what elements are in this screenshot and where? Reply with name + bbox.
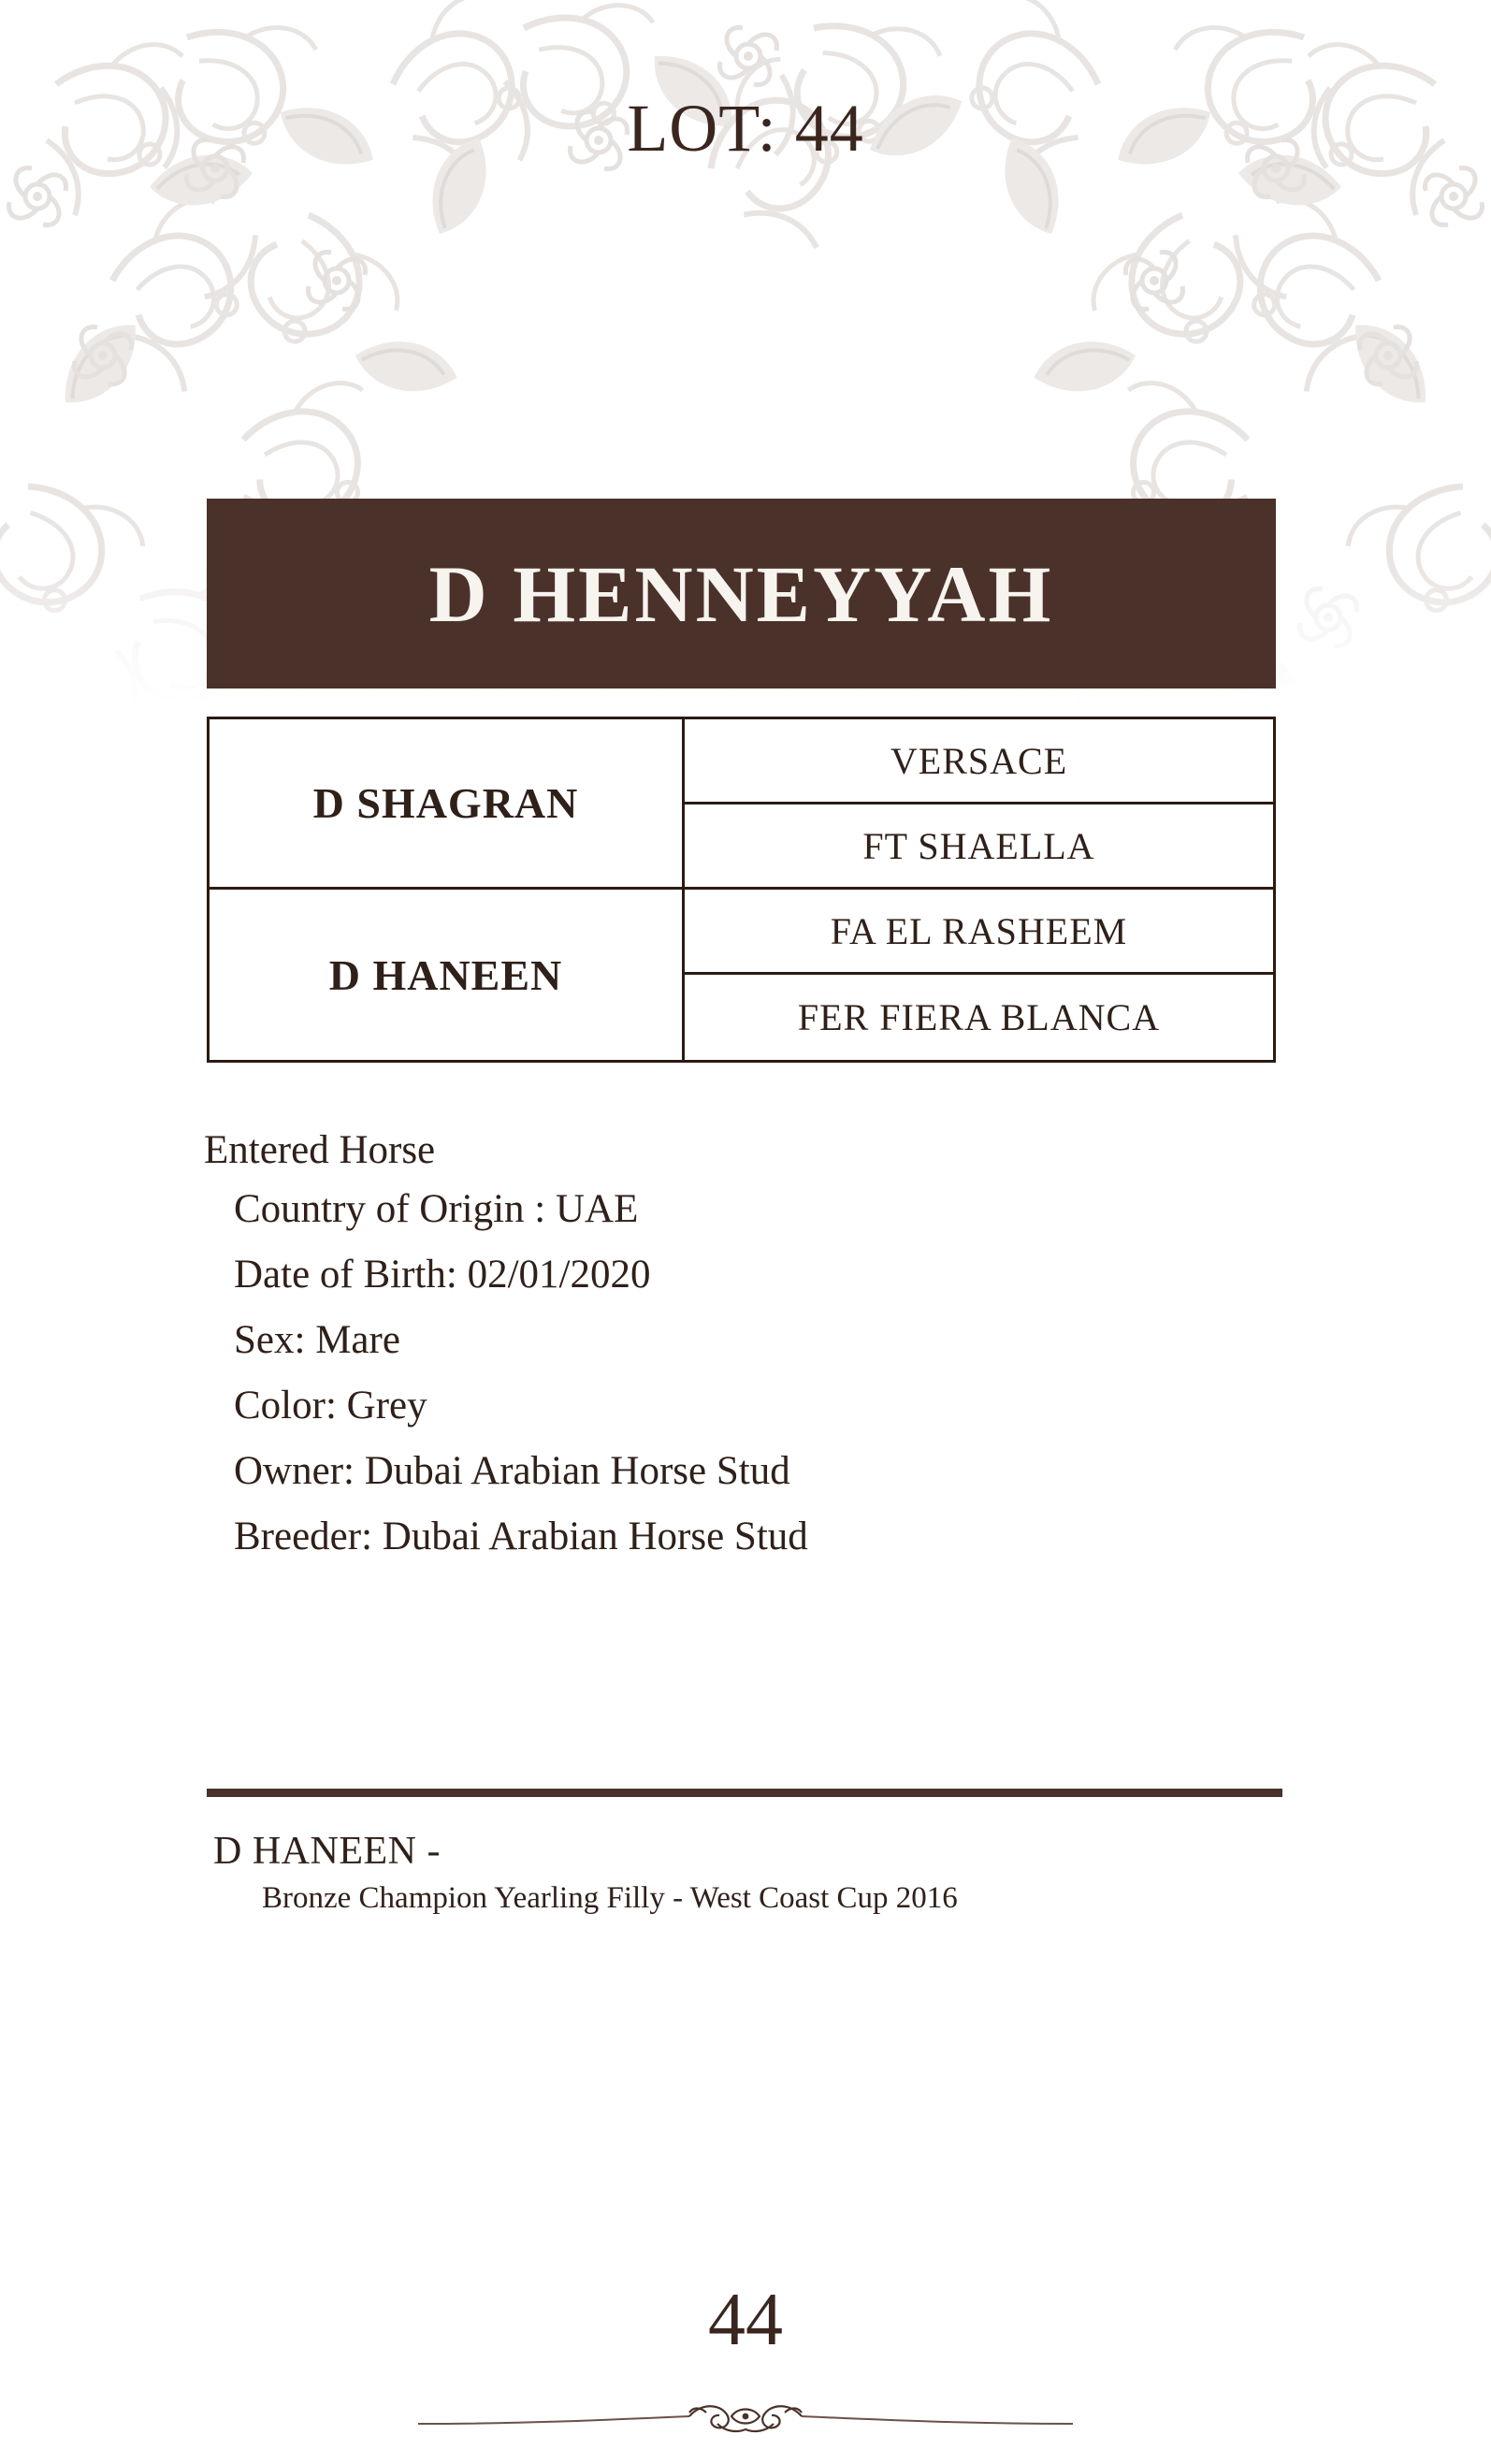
pedigree-parents-column — [210, 719, 682, 1060]
details-heading: Entered Horse — [204, 1128, 436, 1172]
pedigree-dam-dam: FER FIERA BLANCA — [797, 996, 1161, 1038]
section-divider — [207, 1789, 1282, 1797]
details-list — [204, 1186, 1308, 1559]
page-title: LOT: 44 — [627, 91, 864, 166]
award-entry: Bronze Champion Yearling Filly - West Coast Cup 2016 — [262, 1881, 958, 1915]
horse-name-banner — [207, 499, 1276, 688]
detail-color: Color: Grey — [234, 1384, 427, 1428]
horse-name: D HENNEYYAH — [428, 548, 1054, 639]
footer-flourish-icon — [0, 2391, 1491, 2443]
page-number: 44 — [708, 2279, 783, 2361]
detail-breeder: Breeder: Dubai Arabian Horse Stud — [234, 1515, 808, 1558]
awards-section — [213, 1829, 1336, 1916]
detail-owner: Owner: Dubai Arabian Horse Stud — [234, 1449, 790, 1493]
detail-date-of-birth: Date of Birth: 02/01/2020 — [234, 1253, 651, 1297]
pedigree-sire-sire: VERSACE — [685, 719, 1273, 804]
detail-country-of-origin: Country of Origin : UAE — [234, 1187, 639, 1231]
pedigree-grandparents-column — [682, 719, 1273, 1060]
entered-horse-details — [204, 1127, 1308, 1579]
pedigree-dam-sire: FA EL RASHEEM — [685, 890, 1273, 975]
pedigree-dam: D HANEEN — [328, 950, 563, 999]
pedigree-sire: D SHAGRAN — [210, 719, 682, 890]
awards-subject: D HANEEN - — [213, 1830, 441, 1873]
pedigree-table — [207, 717, 1276, 1063]
detail-sex: Sex: Mare — [234, 1318, 400, 1362]
pedigree-sire-dam: FT SHAELLA — [685, 804, 1273, 890]
